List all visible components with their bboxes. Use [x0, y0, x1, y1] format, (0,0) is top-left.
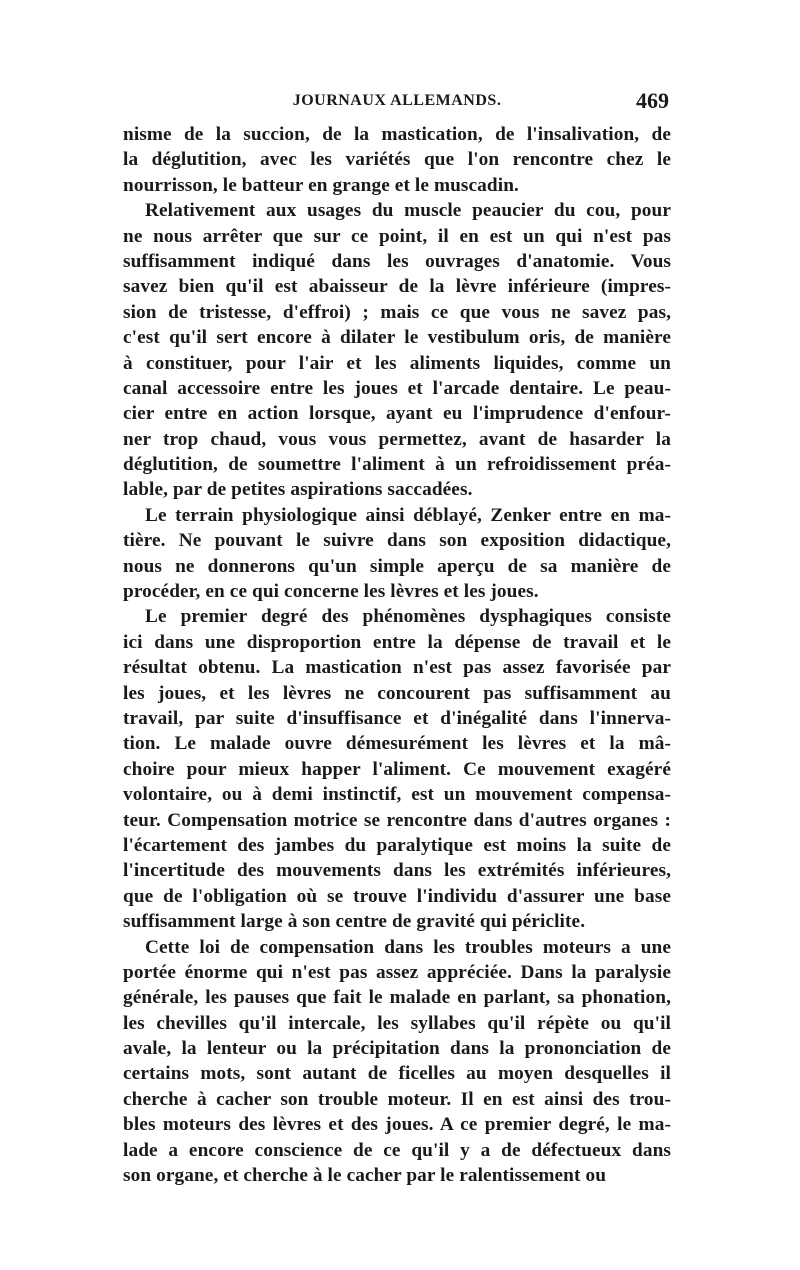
text-line: nisme de la succion, de la mastication, de l'insalivation, de: [123, 124, 671, 145]
text-line: résultat obtenu. La mastication n'est pas assez favorisée par: [123, 657, 671, 679]
text-line: avale, la lenteur ou la précipitation dans la prononciation de: [123, 1038, 671, 1060]
text-line: savez bien qu'il est abaisseur de la lèvre inférieure (impres-: [123, 276, 671, 298]
text-line: l'écartement des jambes du paralytique est moins la suite de: [123, 834, 671, 856]
text-line: choire pour mieux happer l'aliment. Ce mouvement exagéré: [123, 758, 671, 780]
paragraph: [123, 198, 671, 503]
text-line: les chevilles qu'il intercale, les syllabes qu'il répète ou qu'il: [123, 1012, 671, 1034]
text-line: portée énorme qui n'est pas assez appréciée. Dans la paralysie: [123, 961, 671, 983]
text-line: travail, par suite d'insuffisance et d'inégalité dans l'innerva-: [123, 707, 671, 729]
text-line: que de l'obligation où se trouve l'individu d'assurer une base: [123, 885, 671, 907]
text-line: canal accessoire entre les joues et l'arcade dentaire. Le peau-: [123, 377, 671, 399]
text-line: son organe, et cherche à le cacher par le ralentissement ou: [123, 1165, 607, 1187]
book-page: [123, 88, 671, 1188]
page-number: 469: [636, 88, 669, 113]
text-line: Relativement aux usages du muscle peaucier du cou, pour: [145, 200, 671, 222]
text-line: à constituer, pour l'air et les aliments liquides, comme un: [123, 352, 671, 374]
text-line: lable, par de petites aspirations saccadées.: [123, 479, 473, 501]
text-line: cherche à cacher son trouble moteur. Il en est ainsi des trou-: [123, 1088, 671, 1110]
text-line: procéder, en ce qui concerne les lèvres et les joues.: [123, 581, 539, 603]
paragraph: [123, 604, 671, 934]
text-line: volontaire, ou à demi instinctif, est un mouvement compensa-: [123, 784, 671, 806]
text-line: suffisamment large à son centre de gravité qui périclite.: [123, 911, 586, 933]
text-line: l'incertitude des mouvements dans les extrémités inférieures,: [123, 860, 671, 882]
text-line: tière. Ne pouvant le suivre dans son exposition didactique,: [123, 530, 671, 552]
text-line: suffisamment indiqué dans les ouvrages d'anatomie. Vous: [123, 250, 671, 272]
text-line: les joues, et les lèvres ne concourent pas suffisamment au: [123, 682, 671, 704]
text-line: ne nous arrêter que sur ce point, il en est un qui n'est pas: [123, 225, 671, 247]
running-head-title: JOURNAUX ALLEMANDS.: [292, 92, 502, 109]
text-line: générale, les pauses que fait le malade en parlant, sa phonation,: [123, 987, 671, 1009]
text-line: Cette loi de compensation dans les troubles moteurs a une: [145, 936, 671, 958]
text-line: la déglutition, avec les variétés que l'on rencontre chez le: [123, 149, 671, 171]
text-line: ner trop chaud, vous vous permettez, avant de hasarder la: [123, 428, 671, 450]
text-line: tion. Le malade ouvre démesurément les lèvres et la mâ-: [123, 733, 671, 755]
paragraph: [123, 935, 671, 1189]
text-line: nous ne donnerons qu'un simple aperçu de sa manière de: [123, 555, 671, 577]
text-line: lade a encore conscience de ce qu'il y a de défectueux dans: [123, 1139, 671, 1161]
text-line: teur. Compensation motrice se rencontre dans d'autres organes :: [123, 809, 671, 831]
text-line: Le premier degré des phénomènes dysphagiques consiste: [145, 606, 671, 628]
text-line: déglutition, de soumettre l'aliment à un refroidissement préa-: [123, 454, 671, 476]
text-line: Le terrain physiologique ainsi déblayé, Zenker entre en ma-: [145, 504, 671, 526]
paragraph: [123, 122, 671, 198]
body-text: [123, 122, 671, 1188]
text-line: sion de tristesse, d'effroi) ; mais ce que vous ne savez pas,: [123, 301, 671, 323]
text-line: bles moteurs des lèvres et des joues. A ce premier degré, le ma-: [123, 1114, 671, 1136]
paragraph: [123, 503, 671, 605]
text-line: cier entre en action lorsque, ayant eu l'imprudence d'enfour-: [123, 403, 671, 425]
text-line: certains mots, sont autant de ficelles au moyen desquelles il: [123, 1063, 671, 1085]
text-line: nourrisson, le batteur en grange et le muscadin.: [123, 174, 519, 196]
running-head: [123, 88, 671, 118]
text-line: ici dans une disproportion entre la dépense de travail et le: [123, 631, 671, 653]
text-line: c'est qu'il sert encore à dilater le vestibulum oris, de manière: [123, 327, 671, 349]
